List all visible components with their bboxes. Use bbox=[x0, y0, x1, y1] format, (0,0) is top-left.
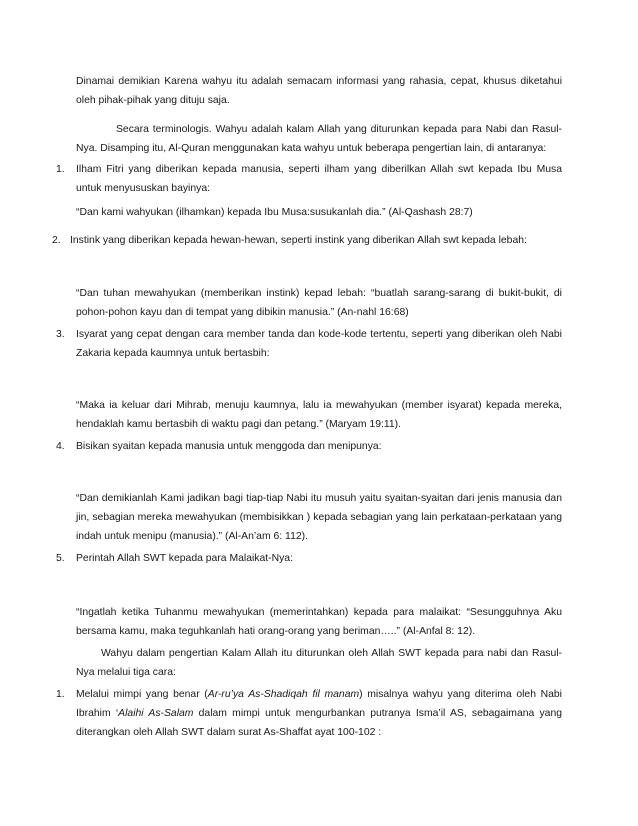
list-number: 5. bbox=[56, 553, 65, 564]
list-item-text: Instink yang diberikan kepada hewan-hewan, seperti instink yang diberikan Allah swt kepada lebah: bbox=[70, 235, 527, 246]
paragraph-terminology: Secara terminologis. Wahyu adalah kalam Allah yang diturunkan kepada para Nabi dan Rasul-Nya. Disamping itu, Al-Quran menggunakan kata wahyu untuk beberapa pengertian lain, di antaranya: bbox=[76, 124, 562, 154]
paragraph-three-ways: Wahyu dalam pengertian Kalam Allah itu diturunkan oleh Allah SWT kepada para nabi dan Rasul-Nya melalui tiga cara: bbox=[76, 648, 562, 678]
list-item-text: Ilham Fitri yang diberikan kepada manusia, seperti ilham yang diberilkan Allah swt kepada Ibu Musa untuk menyususkan bayinya: bbox=[76, 164, 562, 194]
list-number: 1. bbox=[56, 689, 65, 700]
list-item-1 bbox=[56, 160, 562, 198]
list-number: 1. bbox=[56, 164, 65, 175]
list-item-4 bbox=[56, 437, 562, 456]
list-item-2 bbox=[52, 231, 562, 250]
list-item-italic-a: Ar-ru’ya As-Shadiqah fil manam bbox=[207, 689, 360, 700]
list-number: 4. bbox=[56, 441, 65, 452]
list-item-text-a: Melalui mimpi yang benar ( bbox=[76, 689, 208, 700]
quote-5: “Ingatlah ketika Tuhanmu mewahyukan (memerintahkan) kepada para malaikat: “Sesungguhnya Aku bersama kamu, maka teguhkanlah hati orang-orang yang beriman…..” (Al-Anfal 8: 12). bbox=[76, 607, 562, 637]
list-item-3 bbox=[56, 325, 562, 363]
list2-item-1 bbox=[56, 685, 563, 742]
list-item-text: Bisikan syaitan kepada manusia untuk menggoda dan menipunya: bbox=[76, 441, 382, 452]
list-item-text: Isyarat yang cepat dengan cara member tanda dan kode-kode tertentu, seperti yang diberikan oleh Nabi Zakaria kepada kaumnya untuk bertasbih: bbox=[76, 329, 562, 359]
quote-3: “Maka ia keluar dari Mihrab, menuju kaumnya, lalu ia mewahyukan (member isyarat) kepada mereka, hendaklah kamu bertasbih di waktu pagi dan petang.” (Maryam 19:11). bbox=[76, 400, 562, 430]
list-item-text: Perintah Allah SWT kepada para Malaikat-Nya: bbox=[76, 553, 293, 564]
quote-1: “Dan kami wahyukan (ilhamkan) kepada Ibu Musa:susukanlah dia.” (Al-Qashash 28:7) bbox=[76, 207, 473, 218]
list-item-italic-b: Alaihi As-Salam bbox=[118, 708, 194, 719]
quote-2: “Dan tuhan mewahyukan (memberikan instink) kepad lebah: “buatlah sarang-sarang di bukit-bukit, di pohon-pohon kayu dan di tempat yang dibikin manusia.” (An-nahl 16:68) bbox=[76, 288, 562, 318]
list-item-5 bbox=[56, 549, 562, 568]
list-number: 3. bbox=[56, 329, 65, 340]
quote-4: “Dan demikianlah Kami jadikan bagi tiap-tiap Nabi itu musuh yaitu syaitan-syaitan dari jenis manusia dan jin, sebagian mereka mewahyukan (membisikkan ) kepada sebagian yang lain perkataan-perkataan yang indah untuk menipu (manusia).” (Al-An’am 6: 112). bbox=[76, 493, 562, 542]
list-item-text-c: dalam mimpi untuk mengurbankan putranya Isma’il AS, sebagaimana yang diterangkan oleh Allah SWT dalam surat As-Shaffat ayat 100-102 : bbox=[76, 708, 563, 738]
list-number: 2. bbox=[52, 235, 61, 246]
list-item-text-b: ) misalnya wahyu yang diterima oleh Nabi Ibrahim ‘ bbox=[76, 689, 562, 719]
paragraph-intro: Dinamai demikian Karena wahyu itu adalah semacam informasi yang rahasia, cepat, khusus diketahui oleh pihak-pihak yang dituju saja. bbox=[76, 76, 562, 106]
